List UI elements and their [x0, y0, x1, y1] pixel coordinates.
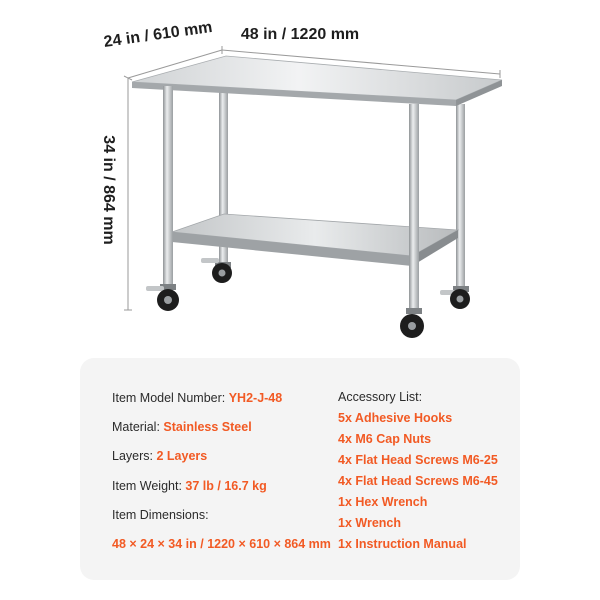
spec-dimensions-value-row [112, 536, 331, 552]
accessory-item: 5x Adhesive Hooks [338, 411, 453, 425]
spec-material-value: Stainless Steel [163, 420, 252, 434]
spec-dimensions-value: 48 × 24 × 34 in / 1220 × 610 × 864 mm [112, 537, 331, 551]
accessory-item: 1x Instruction Manual [338, 537, 467, 551]
front-right-leg [409, 104, 419, 310]
spec-weight-value: 37 lb / 16.7 kg [185, 479, 267, 493]
spec-layers [112, 448, 207, 464]
front-left-leg [163, 86, 173, 286]
spec-model-value: YH2-J-48 [228, 391, 283, 405]
accessory-item: 1x Hex Wrench [338, 495, 428, 509]
spec-material [112, 419, 252, 435]
caster-front-left [146, 284, 179, 311]
back-right-leg [456, 104, 465, 288]
spec-dimensions-label: Item Dimensions: [112, 508, 209, 522]
accessory-item: 1x Wrench [338, 516, 401, 530]
spec-weight [112, 478, 267, 494]
spec-layers-label: Layers: [112, 449, 153, 463]
accessory-item: 4x Flat Head Screws M6-25 [338, 453, 498, 467]
spec-dimensions-label-row [112, 507, 209, 523]
spec-layers-value: 2 Layers [156, 449, 208, 463]
spec-material-label: Material: [112, 420, 160, 434]
accessory-list-title: Accessory List: [338, 390, 423, 404]
accessory-item: 4x Flat Head Screws M6-45 [338, 474, 498, 488]
width-dimension-label: 48 in / 1220 mm [240, 26, 360, 43]
accessory-item: 4x M6 Cap Nuts [338, 432, 432, 446]
height-dimension-label: 34 in / 864 mm [100, 135, 117, 245]
caster-front-right [400, 308, 424, 338]
caster-back-right [440, 286, 470, 309]
depth-dimension-label: 24 in / 610 mm [102, 18, 214, 51]
spec-model-label: Item Model Number: [112, 391, 226, 405]
spec-weight-label: Item Weight: [112, 479, 182, 493]
spec-model [112, 390, 282, 406]
